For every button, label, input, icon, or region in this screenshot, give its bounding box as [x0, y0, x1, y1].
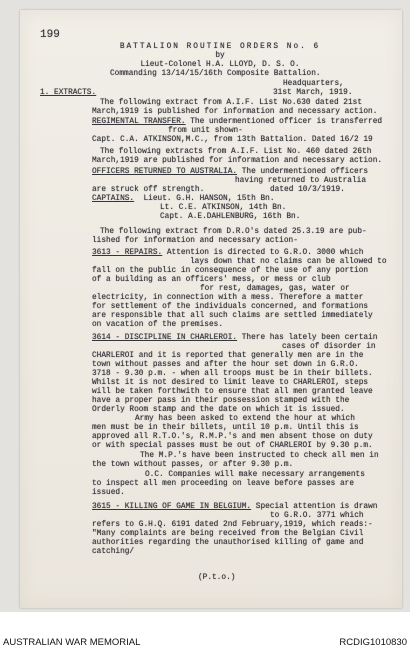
document-line: March,1919 is published for information and necessary action.: [92, 108, 378, 116]
archive-reference: RCDIG1010830: [339, 637, 407, 648]
document-line: town without passes and after the hour set down in G.R.O.: [92, 361, 359, 369]
document-line: The following extracts from A.I.F. List No. 460 dated 26th: [100, 148, 372, 156]
document-line: lays down that no claims can be allowed to: [190, 258, 387, 266]
document-line: or with special passes must be out of CHARLEROI by 9.30 p.m.: [92, 442, 373, 450]
headquarters-label: Headquarters,: [283, 80, 344, 88]
document-line: cases of disorder in: [282, 343, 376, 351]
document-line: the town without passes, or after 9.30 p.m.: [92, 461, 294, 469]
please-turn-over-note: (P.t.o.): [198, 574, 236, 582]
line-text: The undermentioned officer is transferred: [185, 118, 383, 126]
institution-name: AUSTRALIAN WAR MEMORIAL: [3, 637, 141, 648]
commander-name: Lieut-Colonel H.A. LLOYD, D. S. O.: [140, 61, 300, 69]
document-line: Capt. C.A. ATKINSON,M.C., from 13th Battalion. Dated 16/2 19: [92, 136, 373, 144]
command-line: Commanding 13/14/15/16th Composite Battalion.: [110, 70, 321, 78]
document-line: [92, 503, 377, 512]
order-heading: 3613 - REPAIRS.: [92, 249, 163, 257]
document-line: catching/: [92, 548, 135, 556]
by-line: by: [215, 52, 225, 60]
document-line: CHARLEROI and it is reported that generally men are in the: [92, 352, 364, 360]
document-line: Orderly Room stamp and the date on which it is issued.: [92, 406, 345, 414]
page-number: 199: [40, 29, 60, 41]
document-line: Army has been asked to extend the hour at which: [135, 415, 355, 423]
archive-footer: [0, 612, 410, 654]
document-line: approved all R.T.O.'s, R.M.P.'s and men absent those on duty: [92, 433, 373, 441]
document-line: for rest, damages, gas, water or: [200, 285, 350, 293]
document-line: [92, 118, 382, 127]
order-heading: CAPTAINS.: [92, 195, 135, 203]
document-line: have a proper pass in their possession stamped with the: [92, 397, 350, 405]
document-line: electricity, in connection with a mess. Therefore a matter: [92, 294, 364, 302]
document-line: having returned to Australia: [235, 177, 367, 185]
document-line: are struck off strength.: [92, 186, 205, 194]
document-line: March,1919 are published for information and necessary action.: [92, 157, 383, 165]
document-line: [92, 334, 377, 343]
document-line: O.C. Companies will make necessary arrangements: [145, 471, 365, 479]
document-line: for settlement of the individuals concerned, and formations: [92, 303, 369, 311]
document-line: The M.P.'s have been instructed to check all men in: [140, 452, 379, 460]
document-line: from unit shown-: [168, 127, 243, 135]
document-line: men must be in their billets, until 10 p.m. Until this is: [92, 424, 359, 432]
document-line: fall on the public in consequence of the use of any portion: [92, 267, 369, 275]
document-line: to inspect all men proceeding on leave before passes are: [92, 480, 355, 488]
document-line: The following extract from A.I.F. List No.630 dated 21st: [100, 99, 363, 107]
document-line: 3718 - 9.30 p.m. - when all troops must be in their billets.: [92, 370, 373, 378]
document-line: The following extract from D.R.O's dated 25.3.19 are pub-: [100, 228, 367, 236]
document-line: will be taken forthwith to ensure that all men granted leave: [92, 388, 373, 396]
document-line: Lt. C.E. ATKINSON, 14th Bn.: [160, 204, 287, 212]
document-line: [92, 168, 368, 177]
line-text: Special attention is drawn: [251, 503, 378, 511]
document-title: BATTALION ROUTINE ORDERS No. 6: [119, 43, 321, 51]
document-line: lished for information and necessary action-: [92, 237, 298, 245]
document-line: Capt. A.E.DAHLENBURG, 16th Bn.: [160, 213, 301, 221]
document-line: "Many complaints are being received from the Belgian Civil: [92, 530, 364, 538]
order-heading: 3614 - DISCIPLINE IN CHARLEROI.: [92, 334, 238, 342]
document-line: of a building as an officers' mess, or mess or club: [92, 276, 331, 284]
document-line: [92, 195, 275, 204]
document-line: authorities regarding the unauthorised killing of game and: [92, 539, 364, 547]
line-text: Attention is directed to G.R.O. 3000 which: [162, 249, 364, 257]
order-heading: 3615 - KILLING OF GAME IN BELGIUM.: [92, 503, 252, 511]
document-line: [92, 249, 363, 258]
order-heading: REGIMENTAL TRANSFER.: [92, 118, 186, 126]
document-line: issued.: [92, 489, 125, 497]
line-text: Lieut. G.H. HANSON, 15th Bn.: [134, 195, 275, 203]
document-line: Whilst it is not desired to limit leave to CHARLEROI, steps: [92, 379, 369, 387]
document-line: on vacation of the premises.: [92, 321, 224, 329]
document-line: are responsible that all such claims are settled immediately: [92, 312, 373, 320]
document-line: to G.R.O. 3771 which: [270, 512, 364, 520]
document-line: dated 10/3/1919.: [270, 186, 345, 194]
line-text: The undermentioned officers: [237, 168, 369, 176]
section-heading: 1. EXTRACTS.: [40, 89, 97, 97]
order-heading: OFFICERS RETURNED TO AUSTRALIA.: [92, 168, 238, 176]
document-date: 31st March, 1919.: [273, 89, 353, 97]
document-line: refers to G.H.Q. 6191 dated 2nd February,1919, which reads:-: [92, 521, 373, 529]
line-text: There has lately been certain: [237, 334, 378, 342]
